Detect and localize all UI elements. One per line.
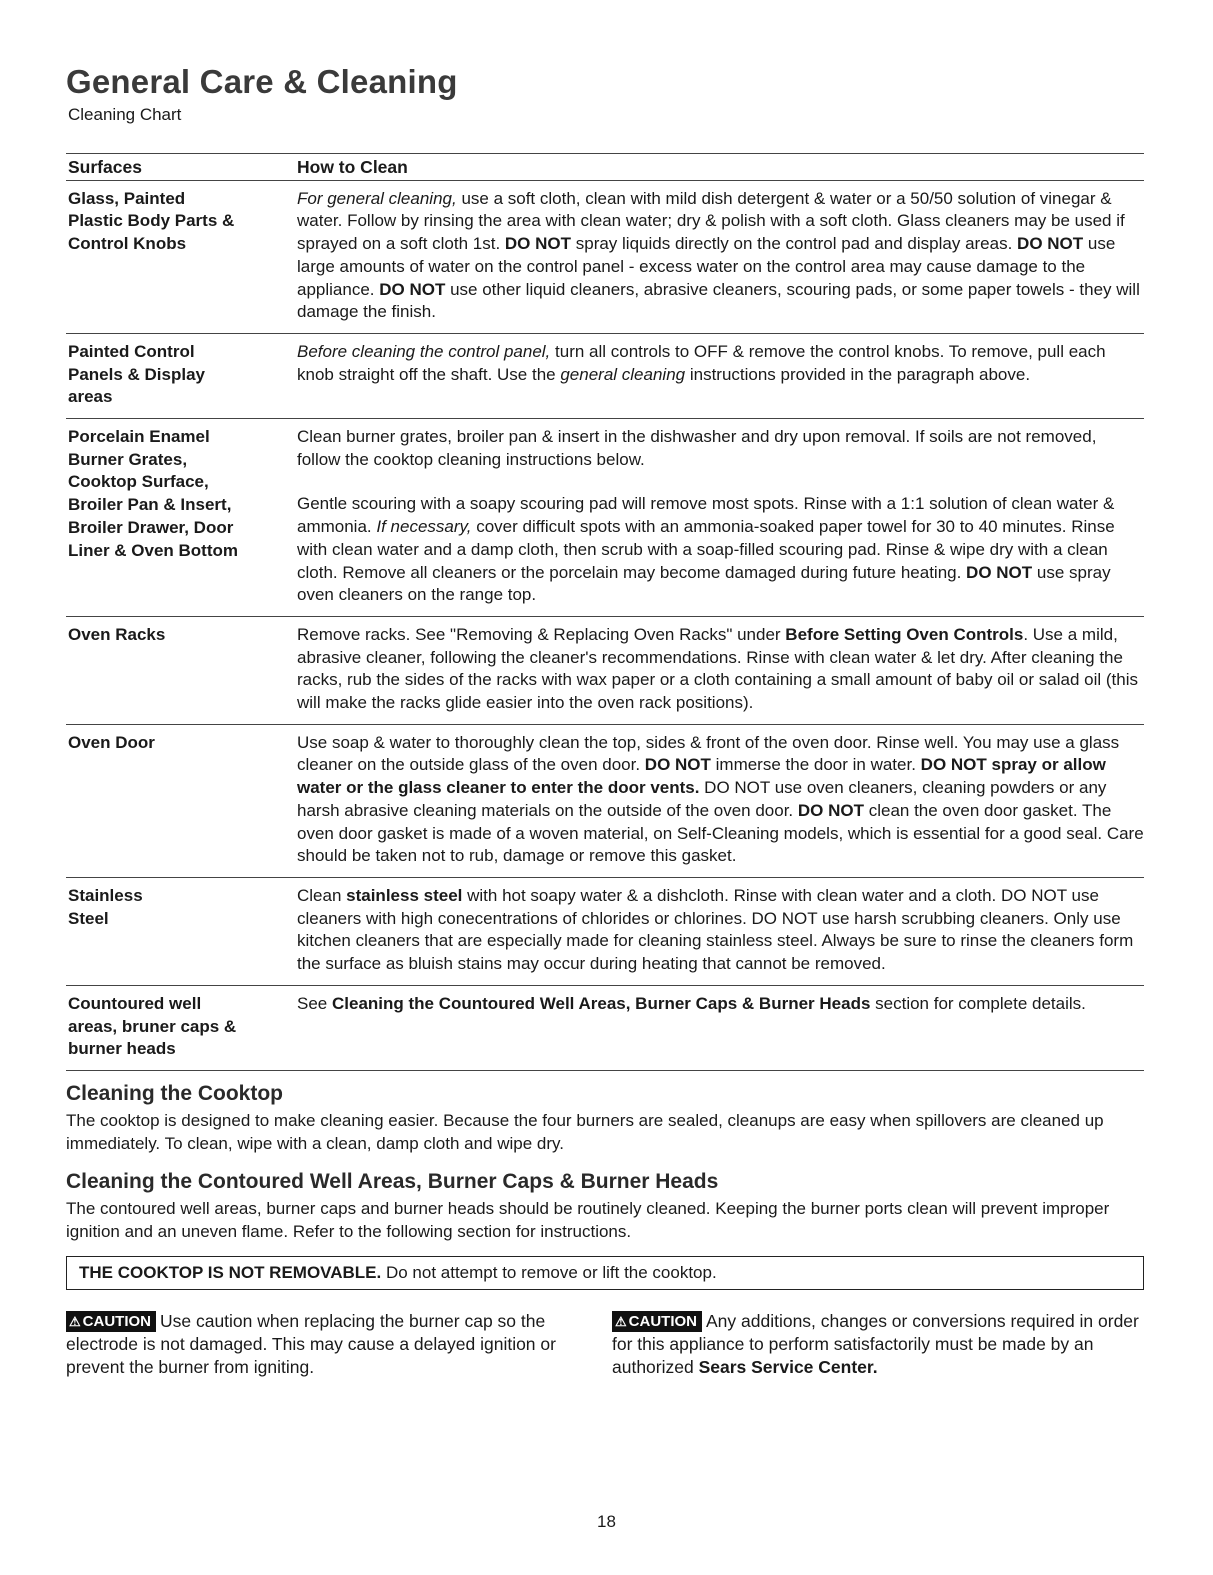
- caution-text: Any additions, changes or conversions required in order for this appliance to perform satisfactorily must be made by an authorized: [612, 1310, 1139, 1377]
- page-subtitle: Cleaning Chart: [68, 105, 182, 124]
- service-center: Sears Service Center.: [698, 1356, 878, 1377]
- instruction-text: instructions provided in the paragraph above.: [685, 364, 1031, 384]
- section-text: The contoured well areas, burner caps and burner heads should be routinely cleaned. Keeping the burner ports clean will prevent improper ignition and an uneven flame. Refer to the following section for instructions.: [66, 1198, 1110, 1241]
- chart-row-contoured-well: [66, 986, 1144, 1071]
- caution-text: Use caution when replacing the burner cap so the electrode is not damaged. This may cause a delayed ignition or prevent the burner from igniting.: [66, 1310, 556, 1377]
- instruction-text: Use soap & water to thoroughly clean the top, sides & front of the oven door. Rinse well. You may use a glass cleaner on the outside glass of the oven door.: [297, 732, 1120, 775]
- surface-line: Liner & Oven Bottom: [68, 540, 239, 560]
- caution-left: [66, 1310, 566, 1379]
- caution-badge: [66, 1311, 156, 1332]
- chart-header-row: [66, 154, 1144, 181]
- how-to-clean-header: How to Clean: [297, 157, 408, 177]
- surface-line: Broiler Pan & Insert,: [68, 495, 232, 515]
- warning-text: DO NOT: [1017, 234, 1084, 254]
- instruction-text: use a soft cloth, clean with mild dish detergent & water or a 50/50 solution of vinegar & water. Follow by rinsing the area with clean water; dry & polish with a soft cloth. Glass cleaners may be used if sprayed on a soft cloth 1st.: [297, 188, 1125, 254]
- surface-line: burner heads: [68, 1039, 176, 1059]
- surface-line: Panels & Display: [68, 364, 206, 384]
- instruction-cell: [297, 885, 1144, 976]
- chart-row-oven-racks: [66, 617, 1144, 725]
- instruction-cell: [297, 188, 1144, 324]
- emphasis-text: stainless steel: [346, 885, 463, 905]
- surface-line: Oven Door: [68, 732, 155, 752]
- emphasis-text: Before cleaning the control panel,: [297, 341, 551, 361]
- surface-line: Cooktop Surface,: [68, 472, 209, 492]
- emphasis-text: general cleaning: [560, 364, 686, 384]
- instruction-paragraph: [297, 493, 1144, 607]
- instruction-cell: [297, 993, 1144, 1061]
- instruction-cell: [297, 426, 1144, 607]
- instruction-paragraph: Clean burner grates, broiler pan & insert in the dishwasher and dry upon removal. If soils are not removed, follow the cooktop cleaning instructions below.: [297, 427, 1097, 469]
- caution-label: CAUTION: [82, 1312, 151, 1330]
- instruction-text: use large amounts of water on the control panel - excess water on the control area may cause damage to the appliance.: [297, 234, 1116, 299]
- chart-row-oven-door: [66, 725, 1144, 878]
- surface-line: Broiler Drawer, Door: [68, 517, 234, 537]
- instruction-text: clean the oven door gasket. The oven door gasket is made of a woven material, on Self-Cleaning models, which is essential for a good seal. Care should be taken not to rub, damage or remove this gasket.: [297, 800, 1144, 866]
- surface-line: Steel: [68, 908, 109, 928]
- surface-line: areas: [68, 387, 113, 407]
- surface-line: Porcelain Enamel: [68, 427, 210, 447]
- chart-row-glass: [66, 181, 1144, 334]
- surface-line: Countoured well: [68, 993, 202, 1013]
- surface-line: Stainless: [68, 885, 143, 905]
- warning-text: DO NOT: [379, 279, 446, 299]
- surface-cell: [66, 885, 297, 976]
- emphasis-text: For general cleaning,: [297, 188, 457, 208]
- caution-right: [612, 1310, 1142, 1379]
- warning-icon: ⚠: [69, 1313, 81, 1329]
- page: [66, 62, 1144, 1379]
- instruction-text: spray liquids directly on the control pad and display areas.: [571, 234, 1018, 254]
- surface-line: Control Knobs: [68, 234, 187, 254]
- instruction-text: use other liquid cleaners, abrasive cleaners, scouring pads, or some paper towels - they will damage the finish.: [297, 279, 1140, 322]
- surface-line: Painted Control: [68, 341, 195, 361]
- instruction-text: DO NOT use oven cleaners, cleaning powders or any harsh abrasive cleaning materials on the outside of the oven door.: [297, 778, 1107, 820]
- instruction-text: . Use a mild, abrasive cleaner, following the cleaner's recommendations. Rinse with clean water & let dry. After cleaning the racks, rub the sides of the racks with wax paper or a cloth containing a small amount of baby oil or salad oil (this will make the racks glide easier into the oven rack positions).: [297, 624, 1138, 713]
- surface-line: areas, bruner caps &: [68, 1016, 237, 1036]
- surface-line: Plastic Body Parts &: [68, 211, 235, 231]
- instruction-cell: [297, 341, 1144, 409]
- section-reference: Cleaning the Countoured Well Areas, Burner Caps & Burner Heads: [331, 993, 871, 1013]
- section-heading: Cleaning the Cooktop: [66, 1081, 283, 1105]
- warning-text: DO NOT: [644, 755, 711, 775]
- instruction-text: cover difficult spots with an ammonia-soaked paper towel for 30 to 40 minutes. Rinse with clean water and a damp cloth, then scrub with a soap-filled scouring pad. Rinse & wipe dry with a clean cloth. Remove all cleaners or the porcelain may become damaged during future heating.: [297, 517, 1115, 582]
- cautions: [66, 1310, 1144, 1379]
- surface-cell: [66, 993, 297, 1061]
- instruction-text: See: [297, 993, 332, 1013]
- section-heading: Cleaning the Contoured Well Areas, Burner Caps & Burner Heads: [66, 1169, 719, 1193]
- surfaces-header: Surfaces: [68, 157, 142, 177]
- surface-line: Burner Grates,: [68, 449, 188, 469]
- page-number: 18: [597, 1512, 616, 1531]
- warning-text: DO NOT: [504, 234, 572, 254]
- warning-icon: ⚠: [615, 1313, 627, 1329]
- instruction-text: section for complete details.: [870, 993, 1086, 1013]
- instruction-cell: [297, 732, 1144, 868]
- notice-box: [66, 1256, 1144, 1290]
- surface-cell: [66, 732, 297, 868]
- contoured-well-section: [66, 1169, 1144, 1243]
- page-title: General Care & Cleaning: [66, 63, 458, 100]
- warning-text: DO NOT: [797, 800, 864, 820]
- instruction-text: turn all controls to OFF & remove the control knobs. To remove, pull each knob straight off the shaft. Use the: [297, 341, 1106, 384]
- warning-text: DO NOT: [966, 562, 1033, 582]
- surface-cell: [66, 624, 297, 715]
- cleaning-chart: [66, 153, 1144, 1071]
- instruction-text: with hot soapy water & a dishcloth. Rinse with clean water and a cloth. DO NOT use cleaners with high conecentrations of chlorides or chlorines. DO NOT use harsh scrubbing cleaners. Only use kitchen cleaners that are especially made for cleaning stainless steel. Always be sure to rinse the cleaners form the surface as bluish stains may occur during heating that cannot be removed.: [297, 885, 1134, 974]
- caution-badge: [612, 1311, 702, 1332]
- instruction-text: immerse the door in water.: [710, 755, 921, 775]
- surface-cell: [66, 426, 297, 607]
- surface-cell: [66, 188, 297, 324]
- chart-row-porcelain: [66, 419, 1144, 617]
- warning-text: DO NOT spray or allow water or the glass cleaner to enter the door vents.: [297, 755, 1106, 798]
- instruction-text: use spray oven cleaners on the range top.: [297, 562, 1111, 605]
- chart-row-stainless-steel: [66, 878, 1144, 986]
- surface-cell: [66, 341, 297, 409]
- cleaning-cooktop-section: [66, 1081, 1144, 1155]
- instruction-text: Gentle scouring with a soapy scouring pad will remove most spots. Rinse with a 1:1 solution of clean water & ammonia.: [297, 494, 1115, 537]
- chart-row-painted-control: [66, 334, 1144, 419]
- surface-line: Glass, Painted: [68, 188, 186, 208]
- surface-line: Oven Racks: [68, 624, 166, 644]
- instruction-text: Remove racks. See "Removing & Replacing Oven Racks" under: [297, 624, 786, 644]
- notice-text: Do not attempt to remove or lift the cooktop.: [381, 1262, 717, 1282]
- notice-bold: THE COOKTOP IS NOT REMOVABLE.: [79, 1262, 382, 1282]
- section-reference: Before Setting Oven Controls: [785, 624, 1024, 644]
- instruction-cell: [297, 624, 1144, 715]
- caution-label: CAUTION: [628, 1312, 697, 1330]
- instruction-text: Clean: [297, 885, 347, 905]
- emphasis-text: If necessary,: [376, 517, 472, 537]
- section-text: The cooktop is designed to make cleaning easier. Because the four burners are sealed, cleanups are easy when spillovers are cleaned up immediately. To clean, wipe with a clean, damp cloth and wipe dry.: [66, 1110, 1104, 1153]
